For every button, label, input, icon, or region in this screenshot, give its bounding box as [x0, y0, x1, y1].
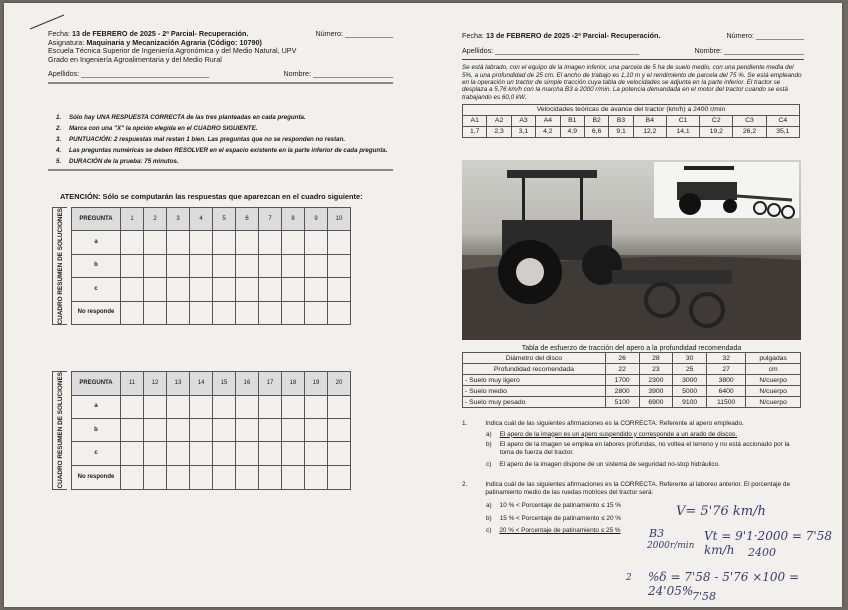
asignatura-label: Asignatura: [48, 37, 85, 47]
answer-cell[interactable] [282, 395, 305, 418]
apellidos-field[interactable]: Apellidos: ____________________________________ [462, 45, 640, 55]
traction-cell: - Suelo muy pesado [463, 397, 606, 408]
traction-cell: 23 [639, 364, 673, 375]
grado: Grado en Ingeniería Agroalimentaria y del Medio Rural [48, 54, 222, 64]
answer-cell[interactable] [328, 419, 351, 442]
traction-cell: cm [746, 364, 801, 375]
nombre-field[interactable]: Nombre: ____________________ [283, 69, 393, 79]
answer-row [72, 395, 351, 418]
answer-cell[interactable] [167, 465, 190, 489]
question-number: 14 [190, 372, 213, 395]
hand-vt: Vt = 9'1·2000 = 7'58 km/h [704, 529, 832, 557]
answer-cell[interactable] [305, 278, 328, 301]
pregunta-header: PREGUNTA [72, 207, 121, 230]
answer-cell[interactable] [213, 278, 236, 301]
gear-speed: 12,2 [633, 127, 666, 138]
answer-cell[interactable] [167, 442, 190, 465]
answer-cell[interactable] [259, 465, 282, 489]
numero-label: Número: ____________ [315, 29, 393, 38]
traction-cell: 3000 [673, 375, 707, 386]
hand-den2: 7'58 [692, 590, 717, 603]
question-number: 16 [236, 372, 259, 395]
option-label: b [72, 419, 121, 442]
answer-cell[interactable] [259, 442, 282, 465]
answer-cell[interactable] [213, 254, 236, 277]
traction-cell: 28 [639, 353, 673, 364]
traction-cell: 30 [673, 353, 707, 364]
right-page [462, 32, 804, 138]
answer-cell[interactable] [328, 395, 351, 418]
traction-cell: N/cuerpo [746, 375, 801, 386]
option-label: a [72, 231, 121, 254]
traction-cell: 2300 [639, 375, 673, 386]
hand-rpm: 2000r/min [647, 541, 695, 551]
option-label: c [72, 442, 121, 465]
q2-option-c[interactable]: c) 20 % < Porcentaje de patinamiento ≤ 25 % [486, 527, 621, 535]
answer-row [72, 254, 351, 277]
question-number: 4 [190, 207, 213, 230]
answer-cell[interactable] [236, 465, 259, 489]
instruction-item: 2. Marca con una "X" la opción elegida en el CUADRO SIGUIENTE. [56, 124, 258, 132]
gear-speed: 14,1 [666, 127, 699, 138]
q1-option-b[interactable]: b) El apero de la imagen se emplea en labores profundas, no voltea el terreno y no está accionado por la toma de fuerza del tractor. [486, 441, 790, 456]
answer-cell[interactable] [213, 465, 236, 489]
answer-cell[interactable] [167, 278, 190, 301]
answer-cell[interactable] [259, 419, 282, 442]
gear-speed: 26,2 [733, 127, 766, 138]
answer-cell[interactable] [190, 442, 213, 465]
instruction-item: 4. Las preguntas numéricas se deben RESOLVER en el espacio existente en la parte inferior de cada pregunta. [56, 146, 388, 154]
answer-cell[interactable] [213, 395, 236, 418]
answer-row [72, 301, 351, 325]
answer-row [72, 442, 351, 465]
question-number: 2 [144, 207, 167, 230]
answer-row [72, 465, 351, 489]
gear-label: C4 [766, 116, 799, 127]
answer-cell[interactable] [328, 231, 351, 254]
question-2: 2. Indica cuál de las siguientes afirmaciones es la CORRECTA. Referente al laboreo anterior. El porcentaje de patinamiento medio de las ruedas motrices del tractor será: [462, 480, 791, 496]
answer-cell[interactable] [213, 419, 236, 442]
answer-row [72, 278, 351, 301]
gear-label: A3 [511, 116, 535, 127]
side-label-box: CUADRO RESUMEN DE SOLUCIONES [52, 207, 67, 325]
gear-label: B4 [633, 116, 666, 127]
gear-speed: 3,1 [511, 127, 535, 138]
answer-cell[interactable] [259, 254, 282, 277]
traction-cell: 6400 [707, 386, 746, 397]
gear-speed: 4,9 [560, 127, 584, 138]
answer-cell[interactable] [282, 278, 305, 301]
answer-cell[interactable] [144, 278, 167, 301]
asignatura-value: Maquinaria y Mecanización Agraria (Código: 10790) [86, 37, 262, 47]
traction-cell: 26 [605, 353, 639, 364]
answer-cell[interactable] [236, 395, 259, 418]
question-number: 11 [121, 372, 144, 395]
answer-cell[interactable] [236, 278, 259, 301]
traction-cell: 1700 [605, 375, 639, 386]
instruction-item: 5. DURACIÓN de la prueba: 75 minutos. [56, 157, 179, 165]
answer-cell[interactable] [121, 465, 144, 489]
side-label-box: CUADRO RESUMEN DE SOLUCIONES [52, 371, 67, 489]
answer-cell[interactable] [305, 465, 328, 489]
left-page [48, 30, 393, 490]
fecha-label: Fecha: [48, 29, 70, 38]
answer-cell[interactable] [190, 465, 213, 489]
answer-cell[interactable] [190, 231, 213, 254]
option-label: c [72, 278, 121, 301]
answer-row [72, 231, 351, 254]
answer-cell[interactable] [236, 301, 259, 325]
traction-cell: 6900 [639, 397, 673, 408]
q2-option-b[interactable]: b) 15 % < Porcentaje de patinamiento ≤ 20 % [486, 514, 621, 522]
fecha-value: 13 de FEBRERO de 2025 -2ª Parcial- Recuperación. [485, 31, 661, 40]
numero-label: Número: ____________ [726, 31, 804, 40]
traction-cell: pulgadas [746, 353, 801, 364]
traction-table [462, 352, 801, 408]
answer-cell[interactable] [144, 419, 167, 442]
gear-speed: 6,6 [584, 127, 608, 138]
traction-row [463, 375, 801, 386]
gear-speed: 4,2 [536, 127, 560, 138]
question-number: 8 [282, 207, 305, 230]
traction-cell: - Suelo muy ligero [463, 375, 606, 386]
answer-cell[interactable] [236, 231, 259, 254]
q2-option-a[interactable]: a) 10 % < Porcentaje de patinamiento ≤ 15 % [486, 502, 621, 510]
traction-cell: 5000 [673, 386, 707, 397]
answer-cell[interactable] [144, 395, 167, 418]
answer-cell[interactable] [167, 301, 190, 325]
answer-cell[interactable] [144, 254, 167, 277]
answer-cell[interactable] [167, 254, 190, 277]
answer-cell[interactable] [213, 231, 236, 254]
answer-cell[interactable] [282, 419, 305, 442]
answer-cell[interactable] [328, 301, 351, 325]
answer-cell[interactable] [282, 465, 305, 489]
answer-cell[interactable] [121, 442, 144, 465]
answer-cell[interactable] [282, 254, 305, 277]
answer-cell[interactable] [190, 395, 213, 418]
answer-cell[interactable] [213, 301, 236, 325]
traction-cell: 3900 [639, 386, 673, 397]
traction-cell: 2800 [605, 386, 639, 397]
answer-cell[interactable] [305, 254, 328, 277]
gear-label: B3 [609, 116, 633, 127]
answer-cell[interactable] [282, 442, 305, 465]
traction-cell: 22 [605, 364, 639, 375]
answer-cell[interactable] [259, 231, 282, 254]
option-label: No responde [72, 301, 121, 325]
question-number: 18 [282, 372, 305, 395]
gear-speed: 2,3 [487, 127, 511, 138]
traction-row [463, 364, 801, 375]
answer-cell[interactable] [190, 301, 213, 325]
gear-speed: 35,1 [766, 127, 799, 138]
answer-cell[interactable] [305, 231, 328, 254]
answer-cell[interactable] [328, 254, 351, 277]
answer-cell[interactable] [121, 231, 144, 254]
answer-table-2 [52, 371, 393, 489]
traction-cell: 3800 [707, 375, 746, 386]
tractor-photo [462, 160, 801, 340]
instruction-item: 1. Sólo hay UNA RESPUESTA CORRECTA de las tres planteadas en cada pregunta. [56, 113, 306, 121]
gear-label: C2 [700, 116, 733, 127]
question-number: 19 [305, 372, 328, 395]
option-label: No responde [72, 465, 121, 489]
answer-cell[interactable] [236, 419, 259, 442]
answer-row [72, 419, 351, 442]
answer-cell[interactable] [144, 465, 167, 489]
question-number: 20 [328, 372, 351, 395]
answer-cell[interactable] [305, 419, 328, 442]
answer-cell[interactable] [190, 254, 213, 277]
gear-speed: 9,1 [609, 127, 633, 138]
answer-cell[interactable] [236, 254, 259, 277]
answer-cell[interactable] [144, 442, 167, 465]
traction-cell: N/cuerpo [746, 397, 801, 408]
answer-cell[interactable] [305, 442, 328, 465]
gear-label: A4 [536, 116, 560, 127]
gear-speed: 19,2 [700, 127, 733, 138]
option-label: a [72, 395, 121, 418]
question-number: 3 [167, 207, 190, 230]
escuela: Escuela Técnica Superior de Ingeniería Agronómica y del Medio Natural, UPV [48, 46, 297, 56]
fecha-label: Fecha: [462, 31, 484, 40]
pregunta-header: PREGUNTA [72, 372, 121, 395]
gear-label: B1 [560, 116, 584, 127]
traction-table-title: Tabla de esfuerzo de tracción del apero a la profundidad recomendada [521, 345, 742, 352]
velocity-table [462, 104, 800, 138]
traction-row [463, 353, 801, 364]
answer-cell[interactable] [121, 395, 144, 418]
question-number: 1 [121, 207, 144, 230]
fecha-value: 13 de FEBRERO de 2025 - 2ª Parcial- Recuperación. [71, 29, 249, 38]
problem-statement: Se está labrado, con el equipo de la imagen inferior, una parcela de 5 ha de suelo medio, con una pendiente media del 5%, a una profundidad de 25 cm. El ancho de trabajo es 1,10 m y el rendimiento de parcela del 75 %. Se está empleando en la operación un tractor de simple tracción cuya tabla de velocidades se adjunta en la parte inferior. El tractor se desplaza a 5,76 km/h con la marcha B3 a 2000 r/min. La potencia demandada en el motor del tractor cuando se está trabajando es 60,0 kW. [462, 64, 802, 101]
option-label: b [72, 254, 121, 277]
traction-cell: Diámetro del disco [463, 353, 606, 364]
gear-label: B2 [584, 116, 608, 127]
q1-option-a[interactable]: a) El apero de la imagen es un apero suspendido y corresponde a un arado de discos. [486, 430, 738, 438]
hand-b3: B3 [649, 527, 665, 540]
question-number: 6 [236, 207, 259, 230]
hand-velocity: V= 5'76 km/h [676, 504, 766, 519]
traction-cell: N/cuerpo [746, 386, 801, 397]
hand-qnum: 2 [626, 573, 632, 583]
traction-cell: 27 [707, 364, 746, 375]
hand-den1: 2400 [748, 546, 776, 559]
traction-row [463, 397, 801, 408]
nombre-field[interactable]: Nombre: ____________________ [694, 45, 804, 55]
hand-percent: %δ = 7'58 - 5'76 ×100 = 24'05% [648, 570, 800, 598]
question-number: 9 [305, 207, 328, 230]
gear-label: A1 [463, 116, 487, 127]
answer-cell[interactable] [167, 231, 190, 254]
q1-option-c[interactable]: c) El apero de la imagen dispone de un sistema de seguridad no-stop hidráulico. [486, 461, 720, 469]
instructions-list [56, 114, 393, 165]
question-number: 10 [328, 207, 351, 230]
answer-cell[interactable] [305, 395, 328, 418]
answer-cell[interactable] [144, 231, 167, 254]
question-number: 5 [213, 207, 236, 230]
question-number: 15 [213, 372, 236, 395]
traction-row [463, 386, 801, 397]
question-1: 1. Indica cuál de las siguientes afirmaciones es la CORRECTA. Referente al apero empleado. [462, 420, 744, 427]
traction-cell: - Suelo medio [463, 386, 606, 397]
traction-section [462, 345, 801, 408]
answer-cell[interactable] [121, 254, 144, 277]
question-number: 13 [167, 372, 190, 395]
gear-speed: 1,7 [463, 127, 487, 138]
answer-cell[interactable] [328, 442, 351, 465]
answer-cell[interactable] [236, 442, 259, 465]
question-number: 12 [144, 372, 167, 395]
answer-cell[interactable] [328, 465, 351, 489]
gear-label: C3 [733, 116, 766, 127]
traction-cell: 25 [673, 364, 707, 375]
apellidos-field[interactable]: Apellidos: ________________________________ [48, 69, 210, 79]
answer-cell[interactable] [282, 231, 305, 254]
answer-cell[interactable] [259, 278, 282, 301]
answer-cell[interactable] [167, 395, 190, 418]
answer-cell[interactable] [144, 301, 167, 325]
answer-cell[interactable] [305, 301, 328, 325]
answer-cell[interactable] [259, 301, 282, 325]
answer-cell[interactable] [121, 278, 144, 301]
traction-cell: 9100 [673, 397, 707, 408]
atencion-note: ATENCIÓN: Sólo se computarán las respuestas que aparezcan en el cuadro siguiente: [60, 191, 363, 201]
instruction-item: 3. PUNTUACIÓN: 2 respuestas mal restan 1 bien. Las preguntas que no se responden no restan. [56, 135, 346, 143]
answer-cell[interactable] [328, 278, 351, 301]
question-number: 17 [259, 372, 282, 395]
answer-cell[interactable] [190, 419, 213, 442]
answer-cell[interactable] [213, 442, 236, 465]
question-number: 7 [259, 207, 282, 230]
gear-label: A2 [487, 116, 511, 127]
traction-cell: 5100 [605, 397, 639, 408]
answer-cell[interactable] [121, 419, 144, 442]
velocity-table-title: Velocidades teóricas de avance del tractor (km/h) a 2400 r/min [463, 105, 800, 116]
traction-cell: Profundidad recomendada [463, 364, 606, 375]
gear-label: C1 [666, 116, 699, 127]
answer-cell[interactable] [259, 395, 282, 418]
answer-table-1 [52, 207, 393, 325]
answer-cell[interactable] [167, 419, 190, 442]
answer-cell[interactable] [190, 278, 213, 301]
traction-cell: 32 [707, 353, 746, 364]
answer-cell[interactable] [121, 301, 144, 325]
traction-cell: 11500 [707, 397, 746, 408]
answer-cell[interactable] [282, 301, 305, 325]
